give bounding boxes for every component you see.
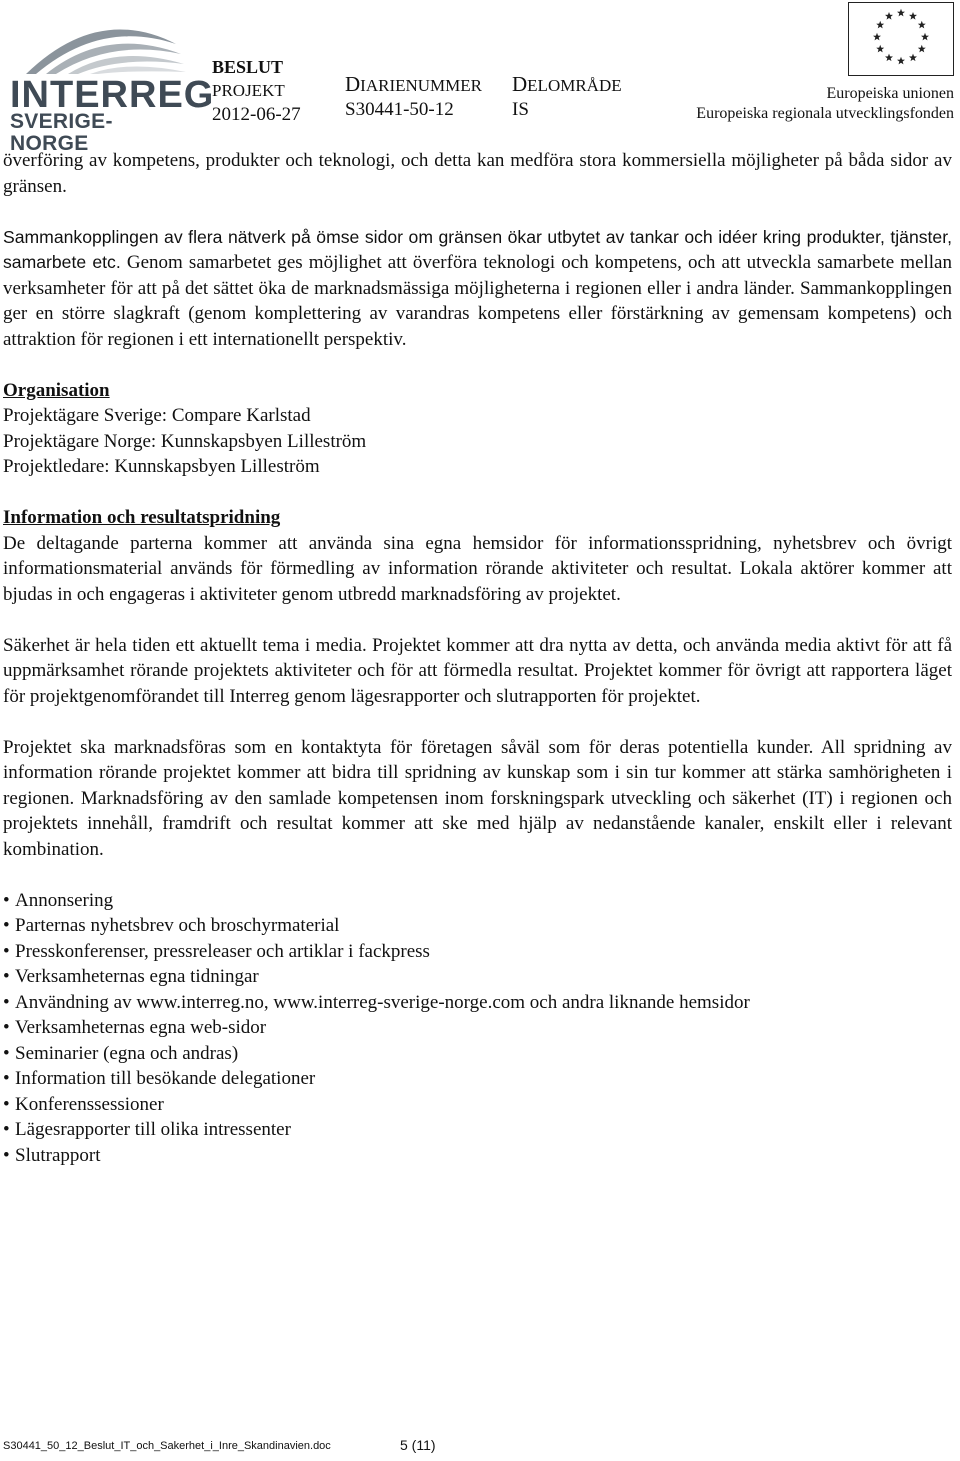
- diarienummer-label: DIARIENUMMER: [345, 72, 483, 96]
- eu-caption: [696, 84, 954, 124]
- list-item: • Presskonferenser, pressreleaser och artiklar i fackpress: [3, 940, 430, 962]
- org-line-3: Projektledare: Kunnskapsbyen Lilleström: [3, 456, 320, 477]
- org-line-2: Projektägare Norge: Kunnskapsbyen Lilleström: [3, 430, 367, 452]
- paragraph-network-sans: Sammankopplingen av flera nätverk på ömse sidor om gränsen ökar utbytet av tankar och idéer kring produkter, tjänster, samarbete etc.: [3, 226, 952, 272]
- footer-page-number: 5 (11): [400, 1437, 436, 1453]
- eu-flag: [848, 2, 954, 76]
- paragraph-network-serif: Genom samarbetet ges möjlighet att överföra teknologi och kompetens, och att utveckla samarbete mellan verksamheter för att på det sättet öka de marknadsmässiga möjligheterna i regionen eller i andra länder. Sammankopplingen ger en större slagkraft (genom komplettering av varandras kompetens eller förstärkning av gemensam kompetens) och attraktion för regionen i ett internationellt perspektiv.: [3, 252, 952, 350]
- list-item: • Verksamheternas egna tidningar: [3, 966, 259, 987]
- eu-star-icon: [918, 45, 926, 53]
- footer-filename: S30441_50_12_Beslut_IT_och_Sakerhet_i_Inre_Skandinavien.doc: [3, 1440, 331, 1452]
- list-item: • Seminarier (egna och andras): [3, 1042, 239, 1064]
- eu-star-icon: [885, 12, 893, 20]
- list-item: • Användning av www.interreg.no, www.interreg-sverige-norge.com och andra liknande hemsidor: [3, 991, 750, 1013]
- diarienummer-value: S30441-50-12: [345, 99, 454, 120]
- paragraph-network: [3, 225, 952, 353]
- eu-star-icon: [921, 33, 929, 41]
- list-item: • Lägesrapporter till olika intressenter: [3, 1119, 291, 1140]
- list-item: • Verksamheternas egna web-sidor: [3, 1017, 267, 1038]
- logo-subtitle: SVERIGE-NORGE: [10, 110, 113, 155]
- paragraph-marketing: Projektet ska marknadsföras som en kontaktyta för företagen såväl som för deras potentiella kunder. All spridning av information rörande projektet kommer att bidra till spridning av kunskap som i sin tur kommer att stärka samhörigheten i regionen. Marknadsföring av den samlade kompetensen inom forskningspark utveckling och säkerhet (IT) i regionen och projektets innehåll, framdrift och resultat kommer att ske med hjälp av nedanstående kanaler, enskilt eller i relevant kombination.: [3, 736, 952, 860]
- delomrade-value: IS: [512, 99, 529, 120]
- eu-line-2: Europeiska regionala utvecklingsfonden: [696, 105, 954, 122]
- list-item: • Information till besökande delegationer: [3, 1068, 316, 1089]
- channel-list: [3, 888, 952, 1169]
- list-item: • Parternas nyhetsbrev och broschyrmaterial: [3, 915, 340, 936]
- interreg-logo: [6, 14, 215, 155]
- beslut-column: [212, 55, 301, 127]
- beslut-label: PROJEKT: [212, 81, 285, 100]
- organisation-heading: Organisation: [3, 379, 110, 401]
- eu-star-icon: [876, 45, 884, 53]
- eu-line-1: Europeiska unionen: [826, 85, 954, 102]
- delomrade-label: DELOMRÅDE: [512, 72, 622, 96]
- eu-star-icon: [873, 33, 881, 41]
- paragraph-intro: överföring av kompetens, produkter och teknologi, och detta kan medföra stora kommersiella möjligheter på båda sidor av gränsen.: [3, 150, 952, 197]
- eu-star-icon: [909, 12, 917, 20]
- paragraph-media: Säkerhet är hela tiden ett aktuellt tema i media. Projektet kommer att dra nytta av detta, och använda media aktivt för att få uppmärksamhet rörande projektets aktiviteter och för att förmedla resultat. Projektet kommer för övrigt att rapportera läget för projektgenomförandet till Interreg genom lägesrapporter och slutrapporten för projektet.: [3, 634, 952, 707]
- information-section: [3, 505, 952, 607]
- eu-star-icon: [918, 21, 926, 29]
- interreg-logo-icon: [6, 14, 190, 78]
- list-item: • Annonsering: [3, 889, 114, 911]
- delomrade-column: [512, 72, 622, 122]
- list-item: • Slutrapport: [3, 1144, 101, 1166]
- information-heading: Information och resultatspridning: [3, 507, 281, 528]
- eu-star-icon: [897, 57, 905, 65]
- paragraph-information: De deltagande parterna kommer att använda sina egna hemsidor för informationsspridning, nyhetsbrev och övrigt informationsmaterial används för förmedling av information rörande aktiviteter och resultat. Lokala aktörer kommer att bjudas in och engageras i aktiviteter genom utbredd marknadsföring av projektet.: [3, 532, 952, 605]
- document-body: [3, 148, 952, 1168]
- diarienummer-column: [345, 72, 482, 122]
- eu-star-icon: [885, 54, 893, 62]
- eu-flag-icon: [849, 3, 953, 75]
- beslut-title: BESLUT: [212, 57, 284, 77]
- beslut-date: 2012-06-27: [212, 104, 301, 125]
- eu-star-icon: [909, 54, 917, 62]
- eu-star-icon: [897, 9, 905, 17]
- organisation-section: [3, 378, 952, 480]
- org-line-1: Projektägare Sverige: Compare Karlstad: [3, 405, 311, 426]
- eu-star-icon: [876, 21, 884, 29]
- logo-wordmark: INTERREG: [10, 74, 215, 116]
- list-item: • Konferenssessioner: [3, 1093, 164, 1115]
